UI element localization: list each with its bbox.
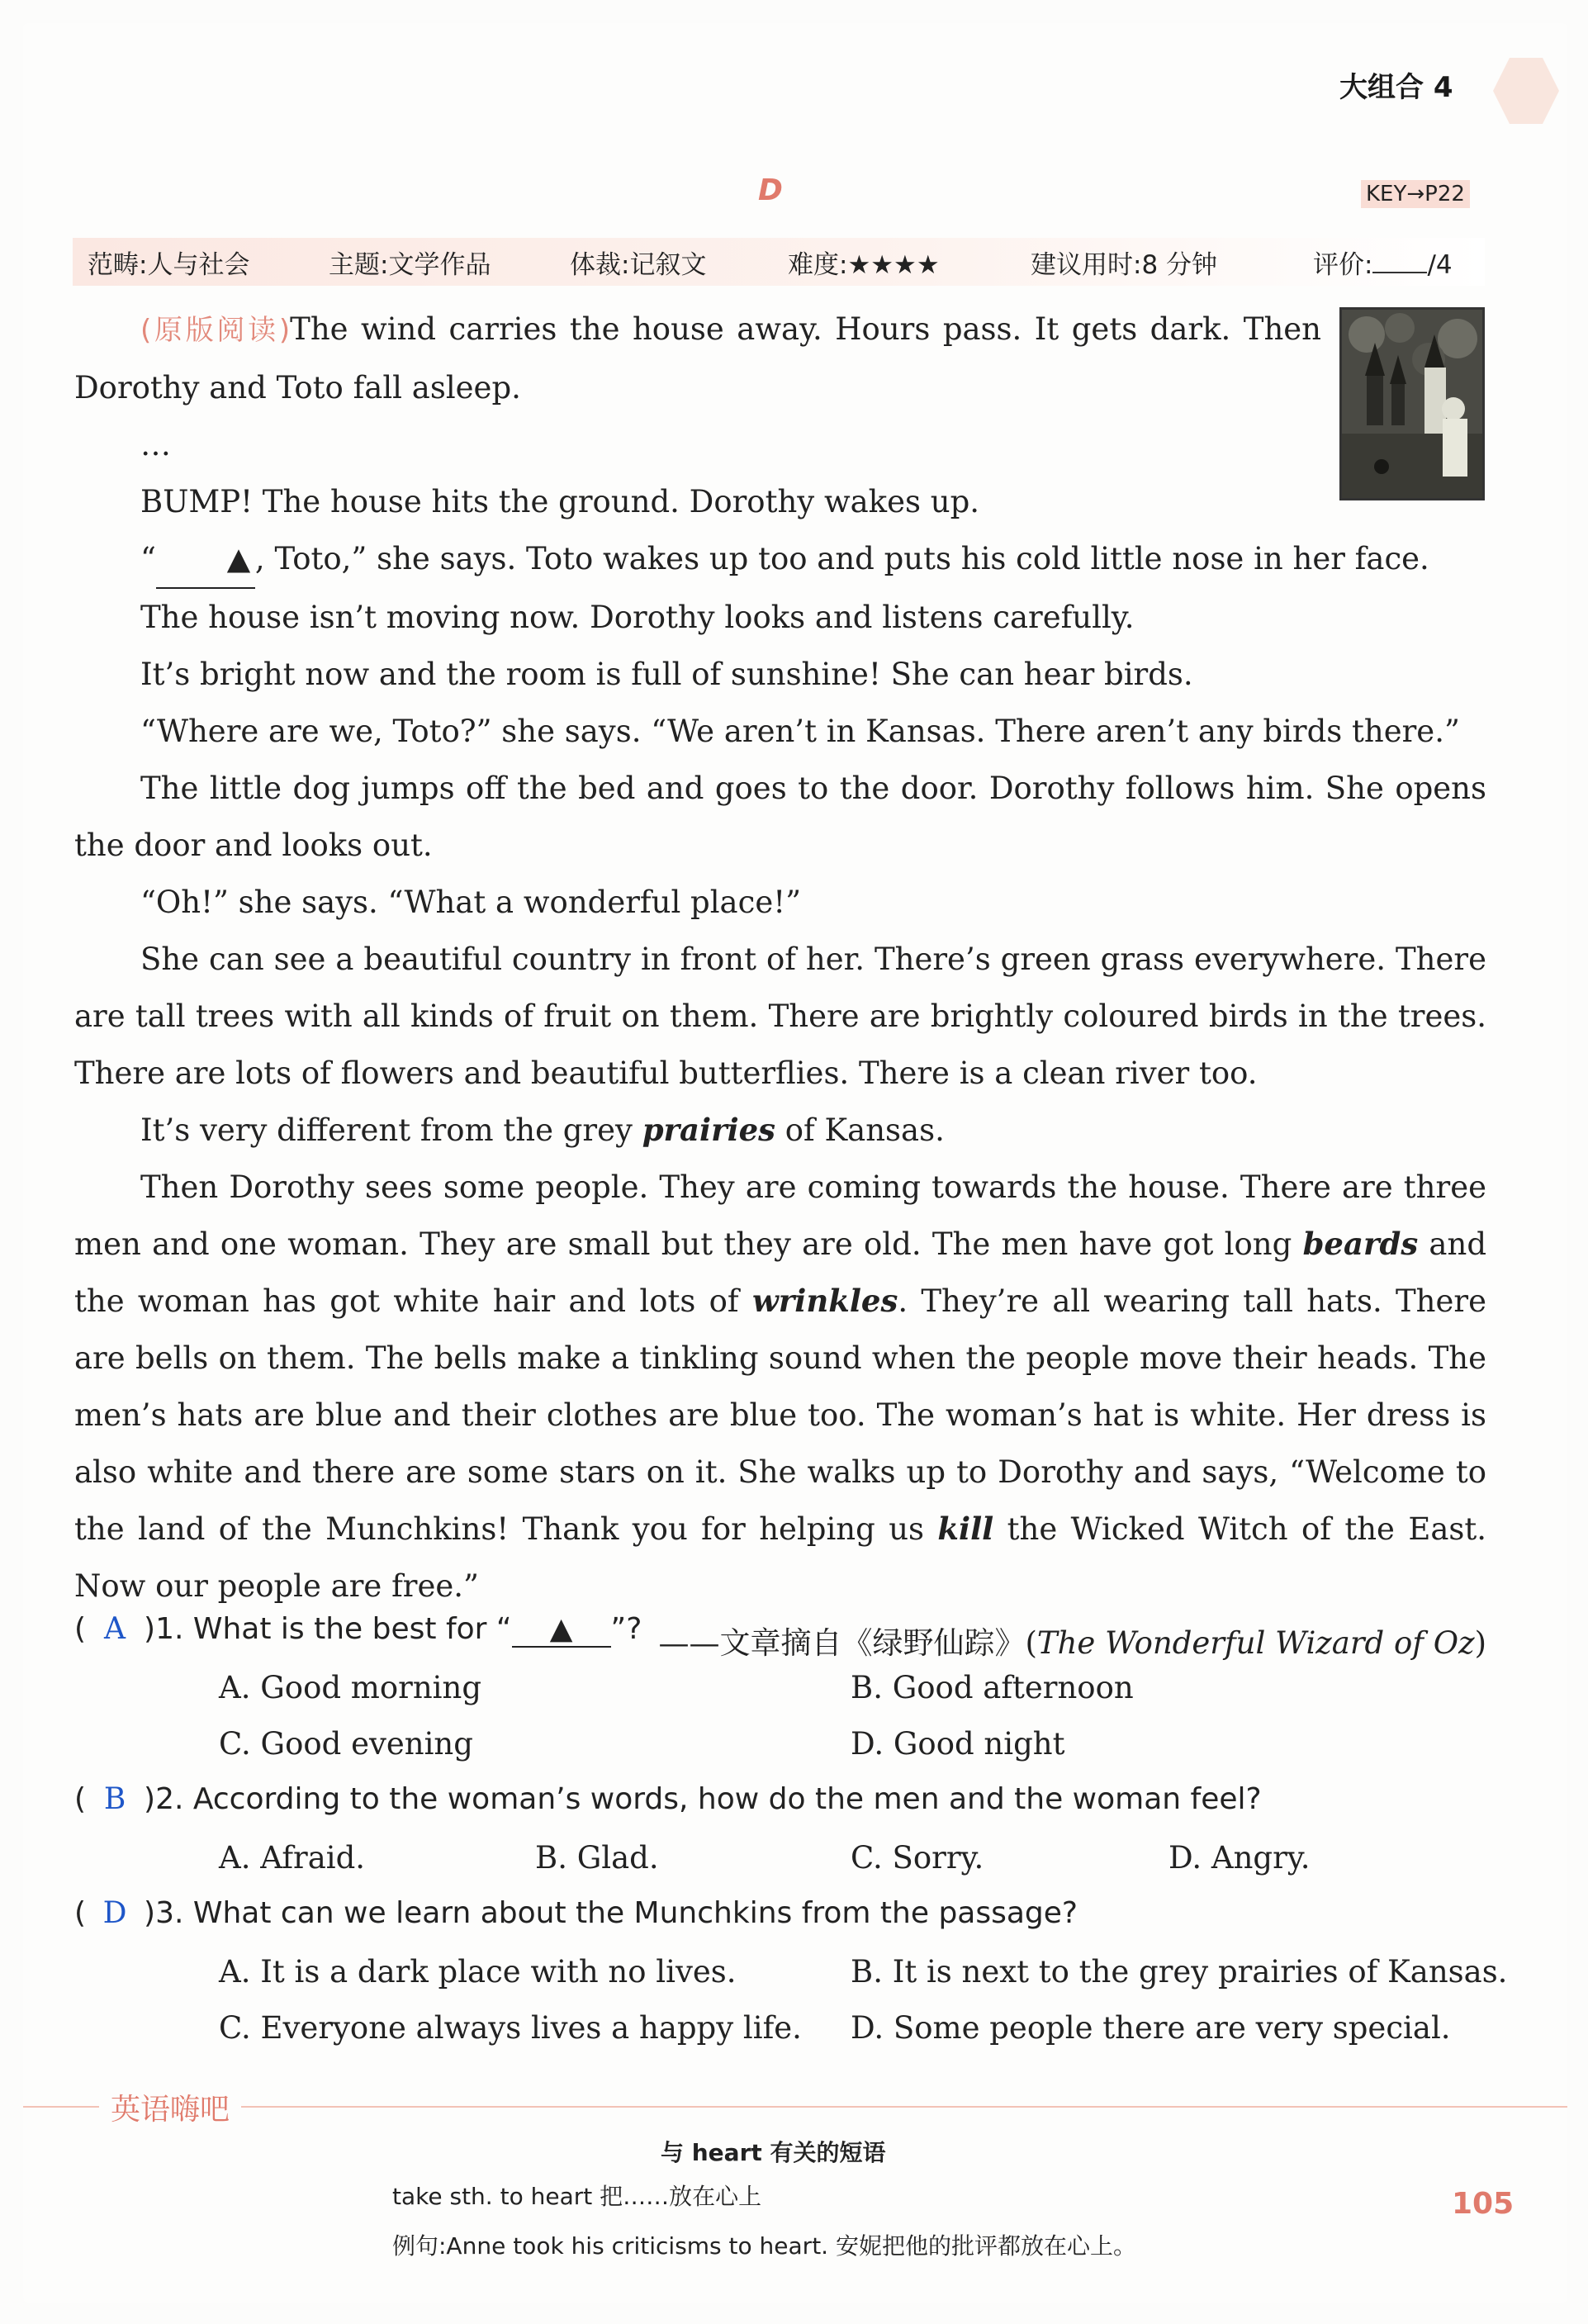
paragraph-4: The house isn’t moving now. Dorothy looks and listens carefully.	[140, 600, 1135, 635]
source-suffix: )	[1474, 1625, 1486, 1661]
answer-1[interactable]: A	[104, 1612, 126, 1646]
paragraph-7: The little dog jumps off the bed and goes to the door. Dorothy follows him. She opens the door and looks out.	[74, 771, 1486, 863]
paragraph-1-text: The wind carries the house away. Hours pass. It gets dark. Then Dorothy and Toto fall asleep.	[74, 311, 1321, 406]
score-blank[interactable]	[1372, 272, 1427, 273]
option-1a[interactable]: A. Good morning	[219, 1670, 482, 1705]
tip-example: 例句:Anne took his criticisms to heart. 安妮把他的批评都放在心上。	[392, 2232, 1136, 2260]
question-1-text-b: ”?	[610, 1612, 642, 1646]
keyword-wrinkles: wrinkles	[751, 1283, 898, 1319]
option-1d[interactable]: D. Good night	[851, 1726, 1065, 1762]
meta-score	[1313, 244, 1453, 281]
option-2d[interactable]: D. Angry.	[1168, 1840, 1311, 1876]
question-2-stem: ( B )2. According to the woman’s words, how do the men and the woman feel?	[74, 1782, 1262, 1816]
question-1-blank: ▲	[512, 1612, 611, 1648]
paragraph-10-text-b: of Kansas.	[775, 1112, 945, 1148]
question-2	[74, 1782, 1495, 1840]
meta-difficulty: 难度:★★★★	[788, 249, 940, 280]
open-quote: “	[140, 541, 156, 576]
original-reading-tag: (原版阅读)	[140, 314, 291, 347]
group-label: 大组合 4	[1339, 71, 1453, 104]
tip-title: 与 heart 有关的短语	[661, 2139, 886, 2166]
meta-theme: 主题:文学作品	[329, 249, 491, 280]
paragraph-11-text-d: the Wicked Witch of the East. Now our people are free.”	[74, 1511, 1487, 1604]
question-3-text: )3. What can we learn about the Munchkins from the passage?	[144, 1896, 1078, 1930]
meta-suggested-time: 建议用时:8 分钟	[1031, 249, 1218, 280]
footer-section-label: 英语嗨吧	[99, 2086, 241, 2128]
keyword-kill: kill	[937, 1511, 994, 1547]
paragraph-6: “Where are we, Toto?” she says. “We aren’t in Kansas. There aren’t any birds there.”	[140, 714, 1460, 749]
option-2c[interactable]: C. Sorry.	[851, 1840, 984, 1876]
question-3-stem: ( D )3. What can we learn about the Munchkins from the passage?	[74, 1896, 1078, 1930]
question-1-text-a: )1. What is the best for “	[144, 1612, 512, 1646]
score-label: 评价:	[1313, 249, 1373, 280]
questions	[74, 1612, 1508, 2066]
paragraph-9: She can see a beautiful country in front of her. There’s green grass everywhere. There are tall trees with all kinds of fruit on them. There are brightly coloured birds in the trees. There are lots of flowers and beautiful butterflies. There is a clean river too.	[74, 941, 1486, 1091]
answer-key-reference: KEY→P22	[1361, 180, 1470, 208]
footer-divider	[23, 2106, 1567, 2108]
question-3-options-row2	[74, 2010, 1495, 2066]
option-3a[interactable]: A. It is a dark place with no lives.	[219, 1954, 737, 1990]
paragraph-11-text-b: and the woman has got white hair and lots of	[74, 1226, 1486, 1319]
question-2-text: )2. According to the woman’s words, how do the men and the woman feel?	[144, 1782, 1262, 1816]
option-2a[interactable]: A. Afraid.	[219, 1840, 366, 1876]
meta-genre: 体裁:记叙文	[570, 249, 707, 280]
keyword-beards: beards	[1302, 1226, 1419, 1262]
score-total: /4	[1427, 249, 1453, 280]
option-1c[interactable]: C. Good evening	[219, 1726, 473, 1762]
option-3d[interactable]: D. Some people there are very special.	[851, 2010, 1451, 2046]
option-3b[interactable]: B. It is next to the grey prairies of Kansas.	[851, 1954, 1508, 1990]
paragraph-10	[74, 1102, 1486, 1159]
ellipsis: …	[140, 427, 171, 462]
reading-passage	[74, 301, 1486, 1672]
paragraph-3-text: , Toto,” she says. Toto wakes up too and puts his cold little nose in her face.	[254, 541, 1429, 576]
keyword-prairies: prairies	[642, 1112, 776, 1148]
tip-phrase: take sth. to heart 把……放在心上	[392, 2183, 762, 2210]
option-1b[interactable]: B. Good afternoon	[851, 1670, 1134, 1705]
source-title: The Wonderful Wizard of Oz	[1036, 1625, 1475, 1661]
paragraph-11-text-c: . They’re all wearing tall hats. There are bells on them. The bells make a tinkling sound when the people move their heads. The men’s hats are blue and their clothes are blue too. The woman’s hat is white. Her dress is also white and there are some stars on it. She walks up to Dorothy and says, “Welcome to the land of the Munchkins! Thank you for helping us	[74, 1283, 1486, 1547]
section-letter: D	[758, 173, 783, 207]
question-1	[74, 1612, 1495, 1670]
option-3c[interactable]: C. Everyone always lives a happy life.	[219, 2010, 802, 2046]
answer-3[interactable]: D	[102, 1896, 127, 1930]
question-2-options	[74, 1840, 1495, 1896]
paragraph-11-text-a: Then Dorothy sees some people. They are coming towards the house. There are three men and one woman. They are small but they are old. The men have got long	[74, 1169, 1486, 1262]
option-2b[interactable]: B. Glad.	[535, 1840, 659, 1876]
paragraph-1	[74, 301, 1321, 416]
page-number: 105	[1452, 2187, 1515, 2221]
question-1-stem: ( A )1. What is the best for “ ▲ ”?	[74, 1612, 642, 1646]
passage-blank[interactable]: ▲	[156, 530, 255, 589]
source-prefix: ——文章摘自《绿野仙踪》(	[658, 1625, 1037, 1661]
paragraph-10-text-a: It’s very different from the grey	[140, 1112, 642, 1148]
paragraph-2: BUMP! The house hits the ground. Dorothy wakes up.	[140, 484, 980, 519]
paragraph-8: “Oh!” she says. “What a wonderful place!”	[140, 885, 802, 920]
question-1-options-row2	[74, 1726, 1495, 1782]
meta-bar	[73, 238, 1485, 286]
question-1-options-row1	[74, 1670, 1495, 1726]
paragraph-3	[74, 530, 1486, 589]
question-3-options-row1	[74, 1954, 1508, 2010]
paragraph-5: It’s bright now and the room is full of sunshine! She can hear birds.	[140, 657, 1193, 692]
meta-category: 范畴:人与社会	[88, 249, 250, 280]
question-3	[74, 1896, 1495, 1954]
answer-2[interactable]: B	[103, 1782, 126, 1816]
paragraph-11	[74, 1159, 1486, 1615]
